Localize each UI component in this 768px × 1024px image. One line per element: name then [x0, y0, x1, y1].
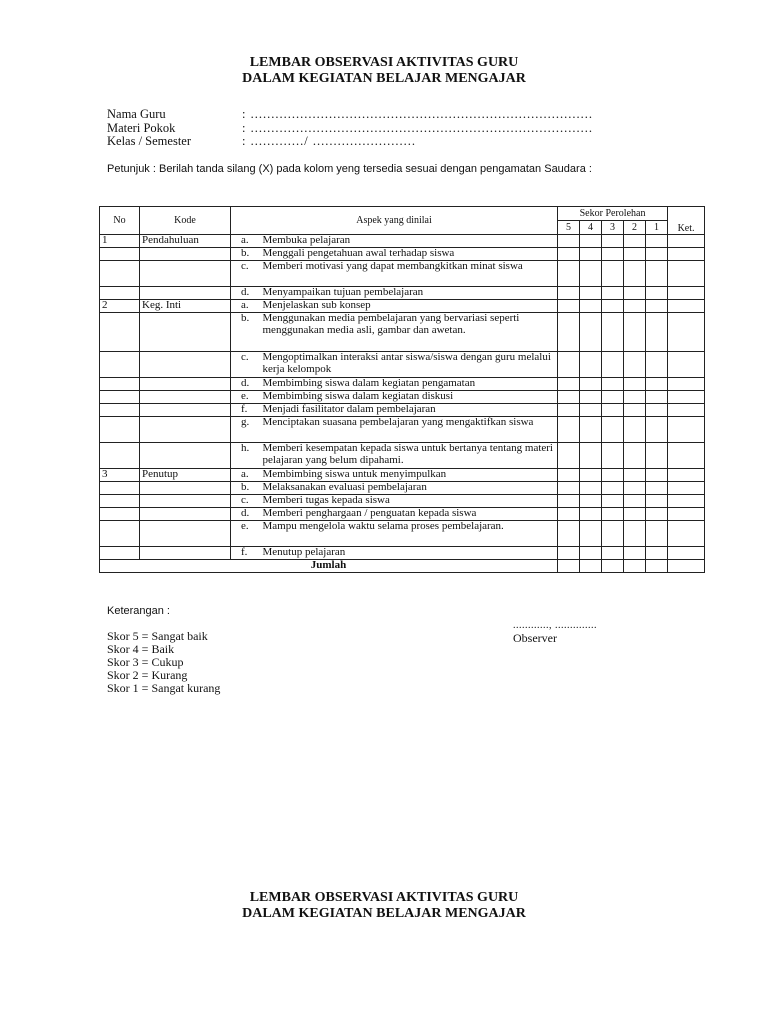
score-cell[interactable] — [580, 300, 602, 313]
row-no — [100, 547, 140, 560]
field-label: Nama Guru — [107, 107, 166, 121]
instruction-text: Petunjuk : Berilah tanda silang (X) pada kolom yeng tersedia sesuai dengan pengamatan Saudara : — [107, 163, 592, 175]
score-cell[interactable] — [558, 443, 580, 469]
score-cell[interactable] — [624, 404, 646, 417]
score-cell[interactable] — [646, 417, 668, 443]
page-title-line2: DALAM KEGIATAN BELAJAR MENGAJAR — [242, 71, 526, 86]
row-no — [100, 248, 140, 261]
row-letter: e. — [231, 521, 263, 547]
score-cell[interactable] — [624, 508, 646, 521]
row-letter: a. — [231, 469, 263, 482]
score-cell[interactable] — [624, 287, 646, 300]
score-cell[interactable] — [646, 482, 668, 495]
table-row — [100, 378, 705, 391]
score-cell[interactable] — [624, 313, 646, 352]
score-cell[interactable] — [646, 300, 668, 313]
score-cell[interactable] — [602, 443, 624, 469]
score-cell[interactable] — [580, 261, 602, 287]
score-cell[interactable] — [580, 417, 602, 443]
row-aspect-text: Menutup pelajaran — [263, 547, 558, 560]
total-cell[interactable] — [602, 560, 624, 573]
score-cell[interactable] — [646, 443, 668, 469]
row-aspect-text: Menciptakan suasana pembelajaran yang mengaktifkan siswa — [263, 417, 558, 443]
row-letter: d. — [231, 508, 263, 521]
score-cell[interactable] — [646, 313, 668, 352]
row-kode — [140, 248, 231, 261]
score-cell[interactable] — [558, 417, 580, 443]
ket-cell[interactable] — [668, 352, 705, 378]
score-cell[interactable] — [602, 248, 624, 261]
score-cell[interactable] — [624, 248, 646, 261]
score-cell[interactable] — [646, 235, 668, 248]
observer-label: Observer — [513, 631, 557, 645]
score-legend-item: Skor 1 = Sangat kurang — [107, 681, 221, 695]
row-kode — [140, 508, 231, 521]
score-cell[interactable] — [602, 391, 624, 404]
score-cell[interactable] — [624, 547, 646, 560]
row-kode — [140, 313, 231, 352]
field-label: Materi Pokok — [107, 120, 176, 135]
row-no — [100, 404, 140, 417]
header-skor: Sekor Perolehan — [558, 207, 668, 221]
row-letter: g. — [231, 417, 263, 443]
score-cell[interactable] — [602, 482, 624, 495]
field-value: : ............./ ......................... — [242, 134, 416, 148]
row-no — [100, 352, 140, 378]
ket-cell[interactable] — [668, 495, 705, 508]
row-kode — [140, 404, 231, 417]
score-cell[interactable] — [602, 547, 624, 560]
row-kode — [140, 443, 231, 469]
field-value: : ................................................................................... — [242, 120, 593, 135]
row-kode — [140, 352, 231, 378]
row-kode: Penutup — [140, 469, 231, 482]
row-aspect-text: Mampu mengelola waktu selama proses pembelajaran. — [263, 521, 558, 547]
table-row — [100, 469, 705, 482]
row-letter: e. — [231, 391, 263, 404]
score-cell[interactable] — [646, 521, 668, 547]
score-cell[interactable] — [646, 391, 668, 404]
score-header-5: 5 — [558, 221, 580, 235]
row-letter: b. — [231, 482, 263, 495]
row-aspect-text: Membimbing siswa dalam kegiatan diskusi — [263, 391, 558, 404]
row-kode — [140, 391, 231, 404]
page-title-line1: LEMBAR OBSERVASI AKTIVITAS GURU — [249, 55, 519, 70]
row-letter: a. — [231, 300, 263, 313]
score-cell[interactable] — [646, 404, 668, 417]
score-header-3: 3 — [602, 221, 624, 235]
table-row — [100, 547, 705, 560]
score-cell[interactable] — [580, 391, 602, 404]
ket-cell[interactable] — [668, 547, 705, 560]
field-value: : ................................................................................... — [242, 107, 593, 121]
score-cell[interactable] — [646, 469, 668, 482]
row-aspect-text: Memberi penghargaan / penguatan kepada siswa — [263, 508, 558, 521]
score-cell[interactable] — [624, 261, 646, 287]
row-no — [100, 443, 140, 469]
table-row — [100, 482, 705, 495]
score-legend — [107, 630, 220, 695]
score-cell[interactable] — [580, 404, 602, 417]
score-cell[interactable] — [602, 313, 624, 352]
total-cell[interactable] — [580, 560, 602, 573]
table-row — [100, 443, 705, 469]
table-row — [100, 404, 705, 417]
score-cell[interactable] — [580, 495, 602, 508]
score-cell[interactable] — [558, 521, 580, 547]
row-kode — [140, 417, 231, 443]
ket-cell[interactable] — [668, 443, 705, 469]
table-row — [100, 248, 705, 261]
total-label: Jumlah — [100, 560, 558, 573]
score-cell[interactable] — [602, 469, 624, 482]
ket-cell[interactable] — [668, 300, 705, 313]
score-cell[interactable] — [558, 261, 580, 287]
score-cell[interactable] — [624, 482, 646, 495]
row-no: 3 — [100, 469, 140, 482]
ket-cell[interactable] — [668, 313, 705, 352]
observer-date-line: ............, .............. — [513, 620, 597, 631]
score-header-4: 4 — [580, 221, 602, 235]
score-cell[interactable] — [624, 521, 646, 547]
score-cell[interactable] — [624, 378, 646, 391]
table-row — [100, 417, 705, 443]
table-row — [100, 313, 705, 352]
field-materi-pokok — [107, 122, 593, 136]
score-cell[interactable] — [558, 469, 580, 482]
ket-cell[interactable] — [668, 469, 705, 482]
score-legend-item: Skor 2 = Kurang — [107, 668, 188, 682]
score-cell[interactable] — [580, 287, 602, 300]
score-cell[interactable] — [646, 495, 668, 508]
score-cell[interactable] — [558, 391, 580, 404]
ket-cell[interactable] — [668, 248, 705, 261]
row-aspect-text: Menggali pengetahuan awal terhadap siswa — [263, 248, 558, 261]
table-row — [100, 235, 705, 248]
row-aspect-text: Membuka pelajaran — [263, 235, 558, 248]
table-row — [100, 521, 705, 547]
total-cell[interactable] — [624, 560, 646, 573]
row-aspect-text: Membimbing siswa dalam kegiatan pengamatan — [263, 378, 558, 391]
score-cell[interactable] — [602, 417, 624, 443]
ket-cell[interactable] — [668, 508, 705, 521]
score-cell[interactable] — [558, 287, 580, 300]
score-legend-item: Skor 5 = Sangat baik — [107, 629, 208, 643]
row-letter: a. — [231, 235, 263, 248]
row-no — [100, 417, 140, 443]
row-no — [100, 378, 140, 391]
score-cell[interactable] — [624, 352, 646, 378]
score-cell[interactable] — [624, 469, 646, 482]
row-no — [100, 313, 140, 352]
score-cell[interactable] — [624, 235, 646, 248]
row-no — [100, 495, 140, 508]
ket-cell[interactable] — [668, 417, 705, 443]
score-cell[interactable] — [558, 248, 580, 261]
score-cell[interactable] — [646, 261, 668, 287]
score-cell[interactable] — [558, 482, 580, 495]
score-cell[interactable] — [646, 352, 668, 378]
row-aspect-text: Menjelaskan sub konsep — [263, 300, 558, 313]
table-row — [100, 287, 705, 300]
field-label: Kelas / Semester — [107, 134, 192, 148]
row-letter: b. — [231, 248, 263, 261]
row-aspect-text: Mengoptimalkan interaksi antar siswa/siswa dengan guru melalui kerja kelompok — [263, 352, 558, 378]
score-cell[interactable] — [646, 508, 668, 521]
ket-cell[interactable] — [668, 378, 705, 391]
score-cell[interactable] — [558, 235, 580, 248]
table-row — [100, 261, 705, 287]
row-kode — [140, 547, 231, 560]
row-aspect-text: Memberi motivasi yang dapat membangkitkan minat siswa — [263, 261, 558, 287]
score-cell[interactable] — [580, 521, 602, 547]
row-aspect-text: Memberi tugas kepada siswa — [263, 495, 558, 508]
score-cell[interactable] — [602, 404, 624, 417]
score-cell[interactable] — [558, 495, 580, 508]
row-kode — [140, 378, 231, 391]
ket-cell[interactable] — [668, 235, 705, 248]
row-aspect-text: Menyampaikan tujuan pembelajaran — [263, 287, 558, 300]
table-row — [100, 300, 705, 313]
score-cell[interactable] — [602, 508, 624, 521]
ket-cell[interactable] — [668, 404, 705, 417]
table-row — [100, 352, 705, 378]
row-letter: c. — [231, 261, 263, 287]
score-cell[interactable] — [558, 352, 580, 378]
row-kode: Keg. Inti — [140, 300, 231, 313]
ket-cell[interactable] — [668, 482, 705, 495]
field-nama-guru — [107, 108, 593, 122]
ket-cell[interactable] — [668, 521, 705, 547]
score-cell[interactable] — [558, 313, 580, 352]
score-header-1: 1 — [646, 221, 668, 235]
score-cell[interactable] — [558, 404, 580, 417]
score-cell[interactable] — [624, 300, 646, 313]
score-cell[interactable] — [580, 469, 602, 482]
row-kode — [140, 521, 231, 547]
header-aspek: Aspek yang dinilai — [231, 207, 558, 235]
page-title — [0, 55, 768, 87]
score-cell[interactable] — [580, 248, 602, 261]
row-no: 2 — [100, 300, 140, 313]
score-cell[interactable] — [602, 521, 624, 547]
table-row — [100, 391, 705, 404]
score-cell[interactable] — [580, 443, 602, 469]
score-cell[interactable] — [646, 547, 668, 560]
row-kode — [140, 261, 231, 287]
row-no — [100, 521, 140, 547]
footer-title — [0, 890, 768, 922]
row-letter: f. — [231, 404, 263, 417]
header-ket: Ket. — [668, 207, 705, 235]
score-cell[interactable] — [558, 508, 580, 521]
score-cell[interactable] — [624, 495, 646, 508]
score-cell[interactable] — [580, 352, 602, 378]
row-no — [100, 287, 140, 300]
ket-cell[interactable] — [668, 287, 705, 300]
row-kode — [140, 287, 231, 300]
total-cell[interactable] — [646, 560, 668, 573]
score-cell[interactable] — [602, 261, 624, 287]
score-cell[interactable] — [624, 443, 646, 469]
row-letter: d. — [231, 378, 263, 391]
score-cell[interactable] — [602, 495, 624, 508]
row-aspect-text: Melaksanakan evaluasi pembelajaran — [263, 482, 558, 495]
score-header-2: 2 — [624, 221, 646, 235]
score-cell[interactable] — [646, 248, 668, 261]
ket-cell[interactable] — [668, 391, 705, 404]
score-cell[interactable] — [646, 378, 668, 391]
header-no: No — [100, 207, 140, 235]
ket-cell[interactable] — [668, 261, 705, 287]
row-letter: b. — [231, 313, 263, 352]
score-cell[interactable] — [624, 391, 646, 404]
row-aspect-text: Menjadi fasilitator dalam pembelajaran — [263, 404, 558, 417]
score-cell[interactable] — [580, 235, 602, 248]
total-cell[interactable] — [558, 560, 580, 573]
row-no — [100, 391, 140, 404]
row-no — [100, 508, 140, 521]
identity-fields — [107, 108, 593, 149]
score-cell[interactable] — [602, 352, 624, 378]
row-letter: c. — [231, 352, 263, 378]
score-cell[interactable] — [602, 235, 624, 248]
observation-table — [99, 206, 705, 573]
score-cell[interactable] — [602, 300, 624, 313]
row-kode — [140, 482, 231, 495]
row-letter: d. — [231, 287, 263, 300]
row-no — [100, 482, 140, 495]
score-cell[interactable] — [580, 547, 602, 560]
score-cell[interactable] — [580, 482, 602, 495]
observer-block — [513, 619, 597, 645]
score-cell[interactable] — [646, 287, 668, 300]
footer-title-line1: LEMBAR OBSERVASI AKTIVITAS GURU — [249, 890, 519, 905]
score-legend-item: Skor 3 = Cukup — [107, 655, 184, 669]
score-cell[interactable] — [558, 547, 580, 560]
footer-title-line2: DALAM KEGIATAN BELAJAR MENGAJAR — [242, 906, 526, 921]
row-aspect-text: Memberi kesempatan kepada siswa untuk bertanya tentang materi pelajaran yang belum dipahami. — [263, 443, 558, 469]
row-no — [100, 261, 140, 287]
table-row — [100, 495, 705, 508]
row-aspect-text: Menggunakan media pembelajaran yang bervariasi seperti menggunakan media asli, gambar dan awetan. — [263, 313, 558, 352]
score-cell[interactable] — [580, 508, 602, 521]
score-cell[interactable] — [602, 287, 624, 300]
score-cell[interactable] — [580, 378, 602, 391]
total-ket-cell[interactable] — [668, 560, 705, 573]
row-letter: h. — [231, 443, 263, 469]
row-aspect-text: Membimbing siswa untuk menyimpulkan — [263, 469, 558, 482]
score-legend-item: Skor 4 = Baik — [107, 642, 175, 656]
row-no: 1 — [100, 235, 140, 248]
score-cell[interactable] — [580, 313, 602, 352]
score-cell[interactable] — [602, 378, 624, 391]
header-kode: Kode — [140, 207, 231, 235]
keterangan-label: Keterangan : — [107, 605, 170, 617]
table-row — [100, 508, 705, 521]
score-cell[interactable] — [558, 300, 580, 313]
field-kelas-semester — [107, 135, 593, 149]
row-letter: c. — [231, 495, 263, 508]
row-kode — [140, 495, 231, 508]
row-kode: Pendahuluan — [140, 235, 231, 248]
score-cell[interactable] — [624, 417, 646, 443]
row-letter: f. — [231, 547, 263, 560]
score-cell[interactable] — [558, 378, 580, 391]
